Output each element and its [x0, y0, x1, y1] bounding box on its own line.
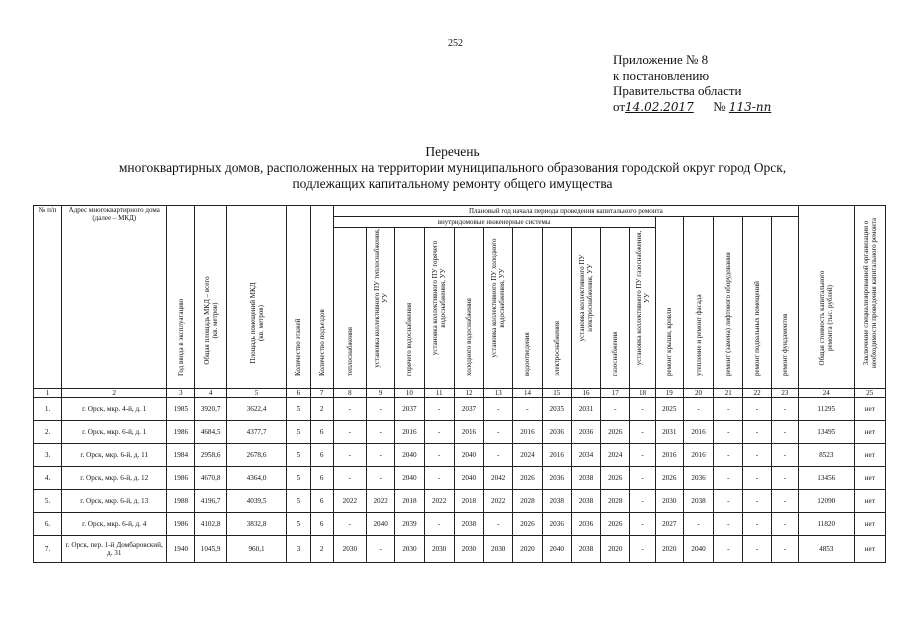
table-cell: -	[630, 536, 655, 563]
table-cell: 3920,7	[195, 398, 226, 421]
header-c18: установка коллективного ПУ газоснабжения, УУ	[630, 228, 655, 389]
table-cell: 2040	[395, 467, 424, 490]
table-cell: 2022	[367, 490, 395, 513]
column-number: 24	[799, 389, 855, 398]
table-cell: -	[333, 421, 366, 444]
table-cell: -	[714, 536, 743, 563]
table-cell: 5	[287, 513, 310, 536]
table-cell: -	[714, 398, 743, 421]
table-cell: 2036	[571, 513, 600, 536]
table-cell: -	[771, 467, 798, 490]
table-cell: 2030	[333, 536, 366, 563]
table-cell: 2037	[395, 398, 424, 421]
table-cell: -	[630, 398, 655, 421]
table-cell: 2040	[454, 444, 483, 467]
table-cell: 2038	[571, 467, 600, 490]
table-cell: -	[683, 398, 713, 421]
table-cell: -	[367, 398, 395, 421]
table-cell: 2018	[395, 490, 424, 513]
table-cell: 3.	[34, 444, 62, 467]
table-cell: нет	[854, 513, 885, 536]
table-cell: 6	[310, 421, 333, 444]
table-cell: 1986	[167, 421, 195, 444]
table-cell: -	[630, 421, 655, 444]
header-c17: газоснабжения	[601, 228, 630, 389]
table-cell: 2037	[454, 398, 483, 421]
table-cell: -	[630, 490, 655, 513]
table-cell: -	[743, 398, 771, 421]
table-cell: 5	[287, 398, 310, 421]
table-cell: -	[683, 513, 713, 536]
table-cell: 2022	[424, 490, 454, 513]
table-cell: 2034	[571, 444, 600, 467]
table-row	[34, 444, 886, 467]
table-cell: -	[333, 398, 366, 421]
address-cell: г. Орск, пер. 1-й Домбаровский, д. 31	[62, 536, 167, 563]
table-body	[34, 398, 886, 563]
document-title	[0, 144, 905, 192]
column-number: 19	[655, 389, 683, 398]
header-entrances: Количество подъездов	[310, 206, 333, 389]
table-cell: -	[513, 398, 542, 421]
table-cell: 4377,7	[226, 421, 287, 444]
table-cell: 2030	[484, 536, 513, 563]
header-conclusion: Заключение специализированной организации о необходимости проведения капитального ремонта	[854, 206, 885, 389]
table-cell: 2042	[484, 467, 513, 490]
table-cell: 13495	[799, 421, 855, 444]
table-cell: -	[484, 421, 513, 444]
table-cell: -	[333, 444, 366, 467]
column-number: 15	[542, 389, 571, 398]
table-cell: 2030	[395, 536, 424, 563]
table-cell: нет	[854, 444, 885, 467]
table-cell: -	[743, 536, 771, 563]
table-cell: 2024	[513, 444, 542, 467]
column-number: 7	[310, 389, 333, 398]
appendix-line-3: Правительства области	[613, 83, 742, 98]
table-cell: -	[743, 467, 771, 490]
table-cell: -	[743, 490, 771, 513]
table-cell: -	[630, 444, 655, 467]
table-cell: 1988	[167, 490, 195, 513]
buildings-table	[33, 205, 886, 563]
header-plan-group: Плановый год начала периода проведения капитального ремонта	[333, 206, 798, 217]
address-cell: г. Орск, мкр. 6-й, д. 4	[62, 513, 167, 536]
column-number: 6	[287, 389, 310, 398]
table-row	[34, 490, 886, 513]
table-row	[34, 513, 886, 536]
table-cell: -	[484, 398, 513, 421]
table-cell: 2038	[571, 490, 600, 513]
table-cell: 2026	[655, 467, 683, 490]
table-cell: 2038	[542, 490, 571, 513]
table-cell: -	[630, 467, 655, 490]
table-cell: 2036	[542, 467, 571, 490]
table-cell: 2020	[655, 536, 683, 563]
header-c11: установка коллективного ПУ горячего водоснабжения, УУ	[424, 228, 454, 389]
table-cell: 2040	[395, 444, 424, 467]
table-cell: 2028	[601, 490, 630, 513]
table-cell: 2040	[683, 536, 713, 563]
column-number: 5	[226, 389, 287, 398]
header-total-cost: Общая стоимость капитального ремонта (тыс. рублей)	[799, 206, 855, 389]
table-cell: 6.	[34, 513, 62, 536]
header-total-area: Общая площадь МКД – всего (кв. метров)	[195, 206, 226, 389]
table-cell: 2016	[395, 421, 424, 444]
header-c16: установка коллективного ПУ электроснабжения, УУ	[571, 228, 600, 389]
appendix-date-line	[613, 99, 771, 116]
table-cell: -	[367, 421, 395, 444]
table-row	[34, 421, 886, 444]
table-row	[34, 398, 886, 421]
address-cell: г. Орск, мкр. 6-й, д. 1	[62, 421, 167, 444]
header-premises-area: Площадь помещений МКД (кв. метров)	[226, 206, 287, 389]
table-cell: 2036	[542, 421, 571, 444]
table-cell: 2016	[655, 444, 683, 467]
table-cell: -	[743, 444, 771, 467]
table-cell: 8523	[799, 444, 855, 467]
table-cell: 2026	[513, 513, 542, 536]
table-cell: 1045,9	[195, 536, 226, 563]
table-cell: -	[333, 467, 366, 490]
column-number: 11	[424, 389, 454, 398]
table-cell: нет	[854, 467, 885, 490]
table-cell: 4039,5	[226, 490, 287, 513]
table-cell: 4364,0	[226, 467, 287, 490]
column-number: 2	[62, 389, 167, 398]
header-c10: горячего водоснабжения	[395, 228, 424, 389]
table-cell: 2030	[424, 536, 454, 563]
table-cell: 2038	[571, 536, 600, 563]
column-number: 9	[367, 389, 395, 398]
column-number: 20	[683, 389, 713, 398]
column-number: 23	[771, 389, 798, 398]
table-cell: 2036	[542, 513, 571, 536]
column-number: 13	[484, 389, 513, 398]
appendix-line-1: Приложение № 8	[613, 52, 709, 67]
table-row	[34, 467, 886, 490]
table-cell: 3	[287, 536, 310, 563]
table-cell: 1986	[167, 467, 195, 490]
table-cell: 11820	[799, 513, 855, 536]
header-c15: электроснабжения	[542, 228, 571, 389]
column-number-row	[34, 389, 886, 398]
table-cell: 2035	[542, 398, 571, 421]
column-number: 22	[743, 389, 771, 398]
table-cell: 1985	[167, 398, 195, 421]
table-cell: 2031	[655, 421, 683, 444]
table-cell: 6	[310, 490, 333, 513]
table-cell: нет	[854, 421, 885, 444]
table-cell: 5	[287, 444, 310, 467]
table-cell: -	[367, 536, 395, 563]
table-cell: 2	[310, 536, 333, 563]
header-year: Год ввода в эксплуатацию	[167, 206, 195, 389]
table-cell: -	[714, 490, 743, 513]
table-cell: 4102,8	[195, 513, 226, 536]
address-cell: г. Орск, мкр. 4-й, д. 1	[62, 398, 167, 421]
header-c9: установка коллективного ПУ теплоснабжения, УУ	[367, 228, 395, 389]
table-cell: 4.	[34, 467, 62, 490]
title-line-1: Перечень	[425, 144, 480, 159]
table-cell: 2678,6	[226, 444, 287, 467]
column-number: 21	[714, 389, 743, 398]
table-cell: -	[484, 444, 513, 467]
handwritten-date: 14.02.2017	[625, 99, 694, 114]
header-floors: Количество этажей	[287, 206, 310, 389]
header-c8: теплоснабжения	[333, 228, 366, 389]
number-prefix: №	[713, 98, 726, 114]
address-cell: г. Орск, мкр. 6-й, д. 12	[62, 467, 167, 490]
header-c14: водоотведения	[513, 228, 542, 389]
table-cell: 2022	[484, 490, 513, 513]
table-cell: 2016	[683, 421, 713, 444]
header-c13: установка коллективного ПУ холодного водоснабжения, УУ	[484, 228, 513, 389]
table-cell: 6	[310, 467, 333, 490]
header-c20: утепление и ремонт фасада	[683, 217, 713, 389]
table-cell: 2040	[542, 536, 571, 563]
table-cell: 11295	[799, 398, 855, 421]
table-cell: 2016	[542, 444, 571, 467]
table-cell: 2016	[683, 444, 713, 467]
column-number: 4	[195, 389, 226, 398]
table-cell: 2	[310, 398, 333, 421]
table-cell: -	[601, 398, 630, 421]
header-c12: холодного водоснабжения	[454, 228, 483, 389]
table-cell: 3622,4	[226, 398, 287, 421]
table-cell: 5	[287, 421, 310, 444]
table-cell: -	[367, 467, 395, 490]
table-cell: -	[714, 421, 743, 444]
table-cell: -	[771, 513, 798, 536]
appendix-line-2: к постановлению	[613, 67, 710, 83]
table-cell: 2026	[513, 467, 542, 490]
table-cell: 12090	[799, 490, 855, 513]
table-cell: -	[424, 513, 454, 536]
table-cell: 5	[287, 467, 310, 490]
table-cell: 2022	[333, 490, 366, 513]
table-cell: 5.	[34, 490, 62, 513]
header-c22: ремонт подвальных помещений	[743, 217, 771, 389]
table-cell: 2030	[454, 536, 483, 563]
address-cell: г. Орск, мкр. 6-й, д. 11	[62, 444, 167, 467]
table-cell: 2018	[454, 490, 483, 513]
header-address: Адрес многоквартирного дома (далее – МКД)	[62, 206, 167, 389]
table-cell: 2031	[571, 398, 600, 421]
table-cell: 2038	[454, 513, 483, 536]
table-cell: 960,1	[226, 536, 287, 563]
column-number: 12	[454, 389, 483, 398]
table-cell: -	[333, 513, 366, 536]
table-cell: 2027	[655, 513, 683, 536]
table-cell: 1986	[167, 513, 195, 536]
table-cell: 2026	[601, 467, 630, 490]
table-cell: 2039	[395, 513, 424, 536]
table-cell: -	[630, 513, 655, 536]
title-line-3: подлежащих капитальному ремонту общего имущества	[292, 176, 613, 191]
table-cell: 2036	[683, 467, 713, 490]
column-number: 3	[167, 389, 195, 398]
table-cell: 4853	[799, 536, 855, 563]
table-cell: 2026	[601, 421, 630, 444]
table-cell: 2958,6	[195, 444, 226, 467]
column-number: 17	[601, 389, 630, 398]
header-c23: ремонт фундаментов	[771, 217, 798, 389]
table-cell: -	[714, 467, 743, 490]
table-cell: -	[484, 513, 513, 536]
column-number: 18	[630, 389, 655, 398]
table-cell: 13456	[799, 467, 855, 490]
table-cell: 2025	[655, 398, 683, 421]
table-cell: -	[771, 490, 798, 513]
table-cell: -	[424, 421, 454, 444]
handwritten-number: 113-пп	[728, 99, 772, 114]
page-number: 252	[448, 38, 463, 49]
column-number: 16	[571, 389, 600, 398]
header-num: № п/п	[34, 206, 62, 389]
table-cell: -	[771, 421, 798, 444]
table-cell: -	[743, 421, 771, 444]
table-cell: 2030	[655, 490, 683, 513]
table-cell: нет	[854, 490, 885, 513]
table-cell: 2016	[454, 421, 483, 444]
table-cell: -	[771, 536, 798, 563]
table-cell: 4670,8	[195, 467, 226, 490]
column-number: 10	[395, 389, 424, 398]
header-c19: ремонт крыши, кровли	[655, 217, 683, 389]
table-cell: 2028	[513, 490, 542, 513]
appendix-block	[613, 52, 771, 115]
table-cell: 7.	[34, 536, 62, 563]
table-cell: 5	[287, 490, 310, 513]
table-cell: 2.	[34, 421, 62, 444]
table-cell: -	[714, 513, 743, 536]
column-number: 8	[333, 389, 366, 398]
table-cell: -	[714, 444, 743, 467]
table-cell: 6	[310, 513, 333, 536]
table-cell: 2040	[454, 467, 483, 490]
table-cell: 2020	[513, 536, 542, 563]
title-line-2: многоквартирных домов, расположенных на территории муниципального образования городской округ город Орск,	[118, 160, 787, 175]
table-cell: нет	[854, 398, 885, 421]
table-cell: 2016	[513, 421, 542, 444]
table-cell: 2026	[601, 513, 630, 536]
table-cell: 2024	[601, 444, 630, 467]
table-cell: -	[743, 513, 771, 536]
table-cell: 1.	[34, 398, 62, 421]
address-cell: г. Орск, мкр. 6-й, д. 13	[62, 490, 167, 513]
column-number: 14	[513, 389, 542, 398]
table-cell: -	[367, 444, 395, 467]
date-prefix: от	[613, 98, 626, 114]
table-row	[34, 536, 886, 563]
header-systems-group: внутридомовые инженерные системы	[333, 217, 655, 228]
table-cell: -	[771, 398, 798, 421]
table-cell: -	[424, 398, 454, 421]
table-cell: 2036	[571, 421, 600, 444]
table-cell: 3832,8	[226, 513, 287, 536]
table-cell: 1940	[167, 536, 195, 563]
column-number: 1	[34, 389, 62, 398]
table-cell: 6	[310, 444, 333, 467]
table-cell: -	[424, 467, 454, 490]
table-cell: нет	[854, 536, 885, 563]
table-cell: 2020	[601, 536, 630, 563]
table-cell: 4196,7	[195, 490, 226, 513]
column-number: 25	[854, 389, 885, 398]
table-cell: 4684,5	[195, 421, 226, 444]
table-cell: -	[771, 444, 798, 467]
table-cell: 1984	[167, 444, 195, 467]
table-cell: 2038	[683, 490, 713, 513]
header-c21: ремонт (замена) лифтового оборудования	[714, 217, 743, 389]
table-cell: -	[424, 444, 454, 467]
table-cell: 2040	[367, 513, 395, 536]
